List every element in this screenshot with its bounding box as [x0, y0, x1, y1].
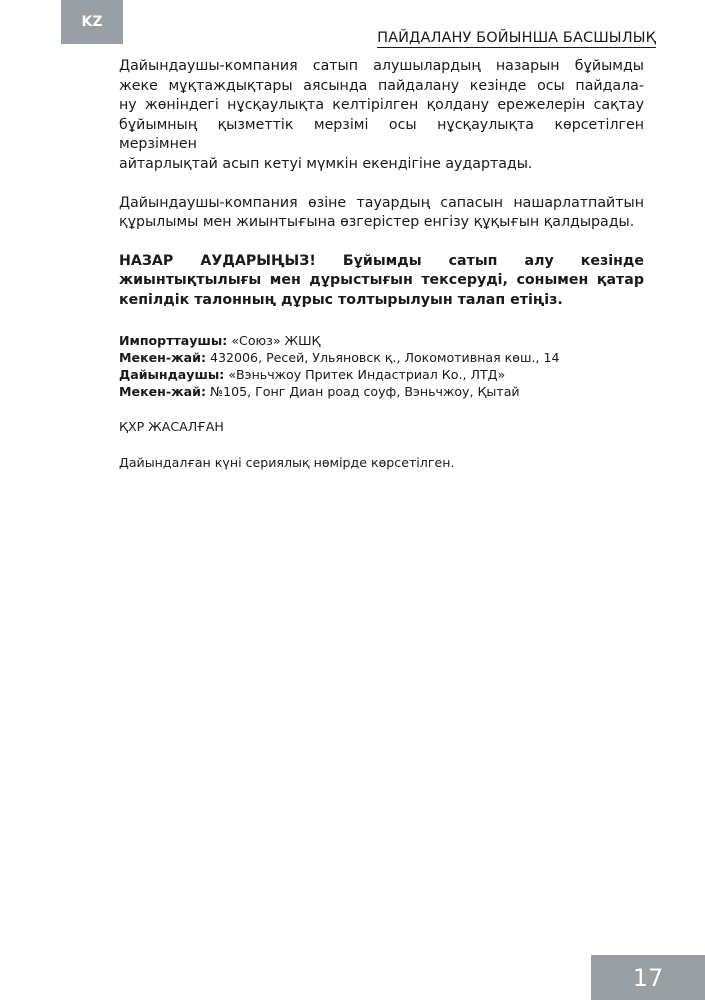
importer-label: Импорттаушы:: [119, 332, 228, 348]
text-line: Дайындаушы-компания сатып алушылардың назарын бұйымды: [119, 58, 644, 74]
warning-notice: [119, 252, 644, 311]
warning-line: НАЗАР АУДАРЫҢЫЗ! Бұйымды сатып алу кезінде: [119, 252, 644, 269]
address-value: 432006, Ресей, Ульяновск қ., Локомотивная көш., 14: [205, 349, 560, 365]
address-label: Мекен-жай:: [119, 384, 206, 400]
language-tab: [61, 0, 123, 44]
paragraph-service-life: [119, 57, 644, 175]
main-content: [119, 57, 644, 471]
warning-line: кепілдік талонның дұрыс толтырылуын талап етіңіз.: [119, 291, 563, 308]
page-number-text: 17: [632, 963, 664, 992]
address-value: №105, Гонг Диан роад соуф, Вэньчжоу, Қытай: [205, 384, 520, 400]
text-line: Дайындаушы-компания өзіне тауардың сапасын нашарлатпайтын: [119, 194, 644, 211]
language-code: KZ: [81, 14, 103, 30]
manufacturer-label: Дайындаушы:: [119, 367, 225, 383]
company-details: [119, 332, 644, 401]
warning-line: жиынтықтылығы мен дұрыстығын тексеруді, сонымен қатар: [119, 272, 644, 289]
text-line: жеке мұқтаждықтары аясында пайдалану кезінде осы пайдала-: [119, 77, 644, 94]
page-title: ПАЙДАЛАНУ БОЙЫНША БАСШЫЛЫҚ: [377, 30, 656, 46]
text-line: құрылымы мен жиынтығына өзгерістер енгізу құқығын қалдырады.: [119, 214, 635, 231]
importer-row: [119, 332, 644, 349]
manufacture-date-note: Дайындалған күні сериялық нөмірде көрсетілген.: [119, 455, 455, 471]
paragraph-rights: [119, 194, 644, 233]
address-label: Мекен-жай:: [119, 349, 206, 365]
manufacturer-row: [119, 366, 644, 383]
importer-value: «Союз» ЖШҚ: [227, 332, 321, 348]
manufacturer-value: «Вэньчжоу Притек Индастриал Ко., ЛТД»: [224, 367, 506, 383]
text-line: айтарлықтай асып кетуі мүмкін екендігіне аудартады.: [119, 155, 533, 172]
manufacturer-address-row: [119, 383, 644, 400]
importer-address-row: [119, 349, 644, 366]
page-number: [591, 955, 705, 1000]
text-line: бұйымның қызметтік мерзімі осы нұсқаулықта көрсетілген мерзімнен: [119, 116, 644, 153]
origin-note: ҚХР ЖАСАЛҒАН: [119, 418, 224, 434]
text-line: ну жөніндегі нұсқаулықта келтірілген қолдану ережелерін сақтау: [119, 97, 644, 114]
